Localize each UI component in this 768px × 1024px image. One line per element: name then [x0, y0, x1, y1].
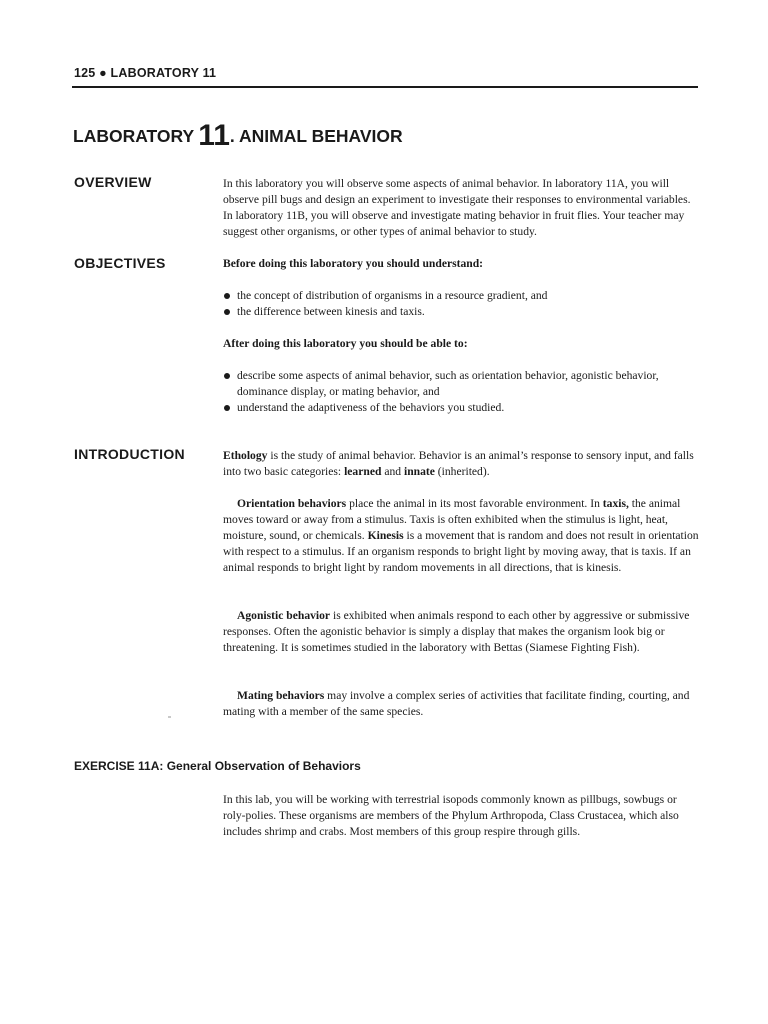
overview-paragraph: In this laboratory you will observe some aspects of animal behavior. In laboratory 11A, you will observe pill bugs and design an experiment to investigate their responses to environmental variables. In laboratory 11B, you will observe and investigate mating behavior in fruit flies. Your teacher may suggest other organisms, or other types of animal behavior to study. — [223, 177, 691, 238]
title-suffix: . ANIMAL BEHAVIOR — [229, 126, 403, 146]
overview-text — [223, 176, 701, 240]
objectives-before-list — [223, 288, 701, 320]
list-item: the concept of distribution of organisms in a resource gradient, and — [223, 288, 701, 304]
running-head: 125 ● LABORATORY 11 — [74, 66, 217, 80]
objectives-after-list — [223, 368, 701, 416]
scan-speck — [168, 716, 171, 718]
header-rule — [72, 86, 698, 88]
objectives-after-lead: After doing this laboratory you should be able to: — [223, 337, 468, 350]
list-item: describe some aspects of animal behavior, such as orientation behavior, agonistic behavior, dominance display, or mating behavior, and — [223, 368, 701, 400]
exercise-heading: EXERCISE 11A: General Observation of Behaviors — [74, 759, 361, 773]
exercise-text — [223, 792, 701, 840]
intro-paragraph-3: Agonistic behavior is exhibited when animals respond to each other by aggressive or submissive responses. Often the agonistic behavior is simply a display that makes the organism look big or threatening. It is sometimes studied in the laboratory with Bettas (Siamese Fighting Fish). — [223, 609, 690, 654]
objectives-heading: OBJECTIVES — [74, 255, 166, 271]
list-item: the difference between kinesis and taxis. — [223, 304, 701, 320]
term-agonistic-behavior: Agonistic behavior — [237, 609, 331, 622]
intro-paragraph-4: Mating behaviors may involve a complex series of activities that facilitate finding, courting, and mating with a member of the same species. — [223, 689, 690, 718]
term-mating-behaviors: Mating behaviors — [237, 689, 325, 702]
overview-heading: OVERVIEW — [74, 174, 152, 190]
intro-paragraph-1: Ethology is the study of animal behavior. Behavior is an animal’s response to sensory input, and falls into two basic categories: learned and innate (inherited). — [223, 449, 694, 478]
page-title — [73, 121, 403, 151]
term-innate: innate — [403, 465, 435, 478]
objectives-before-lead: Before doing this laboratory you should understand: — [223, 257, 484, 270]
introduction-heading: INTRODUCTION — [74, 446, 185, 462]
term-taxis: taxis, — [602, 497, 629, 510]
term-learned: learned — [344, 465, 382, 478]
title-prefix: LABORATORY — [73, 126, 195, 146]
term-kinesis: Kinesis — [367, 529, 404, 542]
list-item: understand the adaptiveness of the behaviors you studied. — [223, 400, 701, 416]
intro-paragraph-2: Orientation behaviors place the animal in its most favorable environment. In taxis, the animal moves toward or away from a stimulus. Taxis is often exhibited when the stimulus is light, heat, moisture, sound, or chemicals. Kinesis is a movement that is random and does not result in orientation with respect to a stimulus. If an organism responds to bright light by moving away, that is taxis. If an animal responds to bright light by random movements in all directions, that is kinesis. — [223, 497, 699, 574]
term-orientation-behaviors: Orientation behaviors — [237, 497, 347, 510]
exercise-paragraph: In this lab, you will be working with terrestrial isopods commonly known as pillbugs, sowbugs or roly-polies. These organisms are members of the Phylum Arthropoda, Class Crustacea, which also includes shrimp and crabs. Most members of this group respire through gills. — [223, 793, 679, 838]
term-ethology: Ethology — [223, 449, 268, 462]
title-number: 11 — [198, 119, 230, 152]
